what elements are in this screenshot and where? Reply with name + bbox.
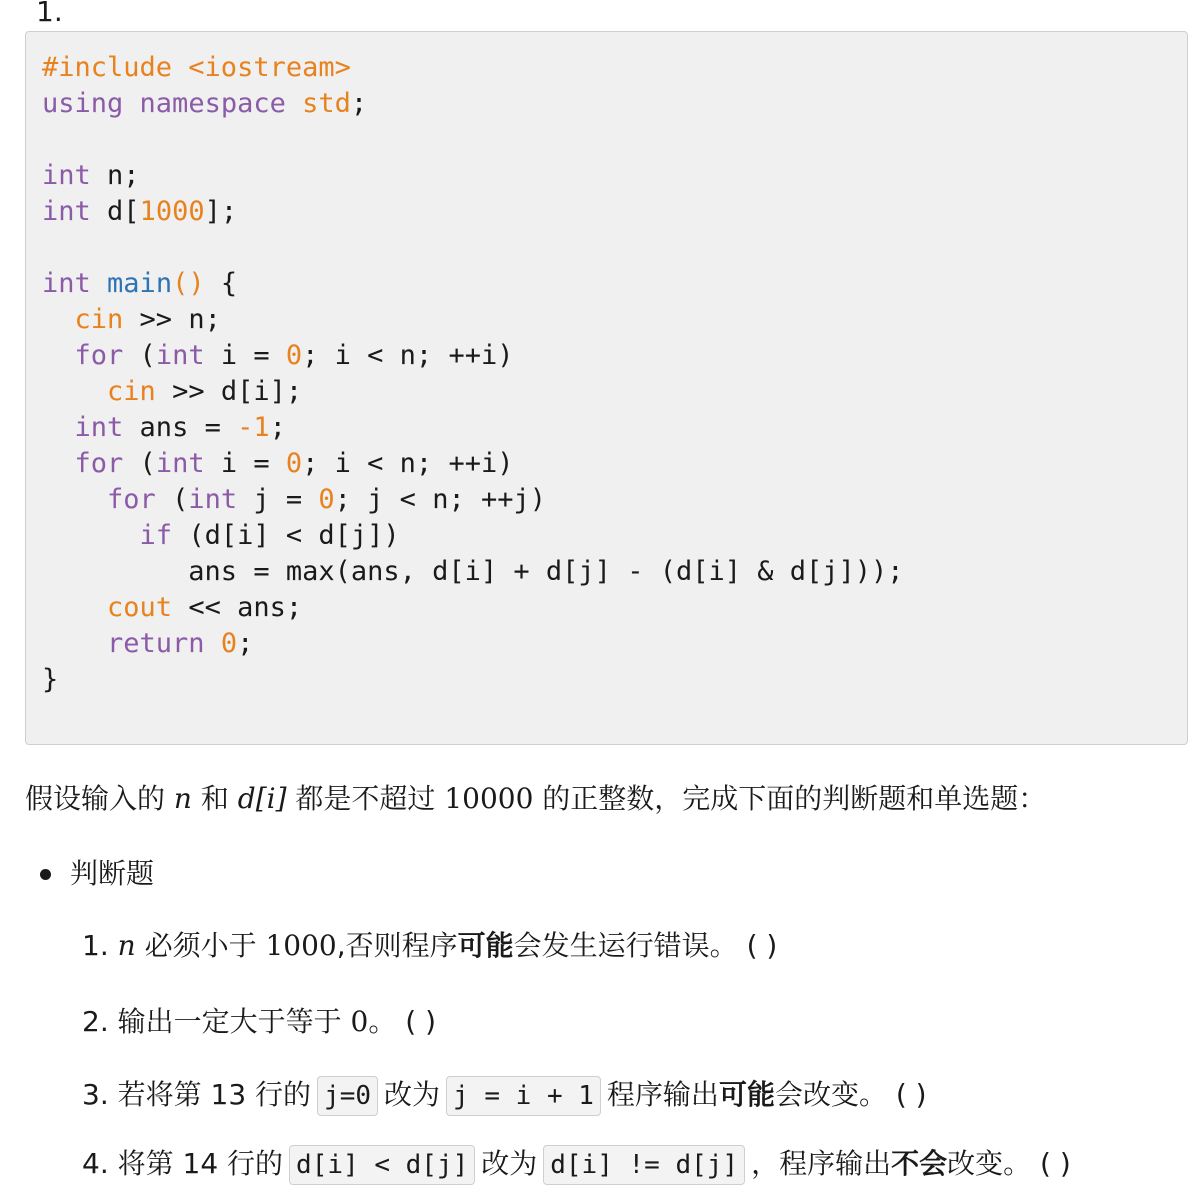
code-token-plain: (d[i] < d[j]) xyxy=(172,520,400,551)
intro-paragraph xyxy=(25,779,1046,819)
intro-number: 10000 xyxy=(444,782,534,815)
code-token-plain: << ans; xyxy=(172,592,303,623)
question-item-2 xyxy=(82,1000,436,1044)
code-token-id: std xyxy=(302,88,351,119)
code-block xyxy=(25,31,1188,745)
code-token-plain: d[ xyxy=(90,196,140,227)
item-2-text-b: 。 ( ) xyxy=(368,1005,437,1038)
bullet-dot xyxy=(40,869,51,880)
code-line xyxy=(42,158,904,194)
code-line xyxy=(42,590,904,626)
item-4-code-replacement: d[i] != d[j] xyxy=(543,1145,745,1185)
code-token-plain xyxy=(42,376,107,407)
code-token-kw: return xyxy=(107,628,205,659)
code-line xyxy=(42,50,904,86)
code-token-id: cin xyxy=(107,376,156,407)
item-4-code-original: d[i] < d[j] xyxy=(289,1145,475,1185)
code-token-kw: for xyxy=(74,448,124,479)
code-line xyxy=(42,662,904,698)
code-token-kw: int xyxy=(155,340,205,371)
code-token-plain: >> d[i]; xyxy=(155,376,303,407)
code-line xyxy=(42,194,904,230)
code-token-kw: int xyxy=(42,160,91,191)
code-token-plain xyxy=(42,412,75,443)
code-token-plain: i = xyxy=(204,448,286,479)
code-token-kw: for xyxy=(74,340,124,371)
item-3-prefix: 3. 若将第 13 行的 xyxy=(82,1078,312,1111)
code-token-kw: using xyxy=(42,88,124,119)
question-number: 1. xyxy=(36,0,63,28)
code-line xyxy=(42,230,904,266)
code-line xyxy=(42,482,904,518)
code-token-plain xyxy=(42,448,75,479)
code-token-plain: ; xyxy=(269,412,286,443)
code-token-plain xyxy=(123,88,139,119)
code-line xyxy=(42,374,904,410)
item-4-text-c: 改变。 ( ) xyxy=(947,1147,1071,1180)
code-line xyxy=(42,554,904,590)
code-token-plain: { xyxy=(204,268,238,299)
code-line xyxy=(42,302,904,338)
code-token-num: 0 xyxy=(318,484,335,515)
item-4-mid: 改为 xyxy=(481,1147,538,1180)
intro-text-3: 都是不超过 xyxy=(286,782,445,815)
code-token-id: cout xyxy=(107,592,173,623)
code-line xyxy=(42,338,904,374)
code-token-kw: if xyxy=(139,520,173,551)
code-token-plain: n; xyxy=(90,160,140,191)
code-token-plain: ( xyxy=(123,448,156,479)
code-lines xyxy=(42,50,904,698)
code-token-kw: int xyxy=(74,412,124,443)
code-line xyxy=(42,626,904,662)
code-line xyxy=(42,446,904,482)
code-token-kw: int xyxy=(42,268,91,299)
item-1-text-a: 必须小于 xyxy=(135,929,266,962)
code-line xyxy=(42,86,904,122)
item-4-text-b: ，程序输出 xyxy=(751,1147,892,1180)
code-token-pp: #include <iostream> xyxy=(42,52,351,83)
item-1-number: 1000 xyxy=(265,929,337,962)
code-token-num: 0 xyxy=(285,448,303,479)
code-token-plain xyxy=(286,88,302,119)
code-token-punc: () xyxy=(172,268,205,299)
code-token-plain xyxy=(42,304,75,335)
question-item-3 xyxy=(82,1073,927,1117)
code-token-plain: ; i < n; ++i) xyxy=(302,448,514,479)
code-token-plain: } xyxy=(42,664,59,695)
code-token-plain: >> n; xyxy=(123,304,221,335)
code-token-plain xyxy=(42,340,75,371)
code-token-kw: int xyxy=(155,448,205,479)
code-token-num: 1000 xyxy=(139,196,205,227)
code-token-plain: ]; xyxy=(204,196,238,227)
item-4-bold: 不会 xyxy=(891,1147,948,1180)
question-item-1 xyxy=(82,924,777,968)
code-line xyxy=(42,518,904,554)
code-token-num: -1 xyxy=(237,412,270,443)
code-token-plain xyxy=(42,628,107,659)
code-token-kw: for xyxy=(107,484,156,515)
code-token-plain xyxy=(42,592,107,623)
item-3-code-original: j=0 xyxy=(317,1076,378,1116)
code-token-plain: ( xyxy=(123,340,156,371)
code-token-plain: ans = xyxy=(123,412,238,443)
item-3-bold: 可能 xyxy=(718,1078,775,1111)
item-1-text-c: 会发生运行错误。 ( ) xyxy=(513,929,778,962)
code-token-num: 0 xyxy=(285,340,303,371)
code-token-plain: ; j < n; ++j) xyxy=(334,484,546,515)
code-token-plain xyxy=(42,520,140,551)
code-token-plain: j = xyxy=(237,484,319,515)
code-token-plain: ( xyxy=(155,484,189,515)
intro-text-2: 和 xyxy=(191,782,238,815)
item-1-prefix: 1. xyxy=(82,929,118,962)
item-4-prefix: 4. 将第 14 行的 xyxy=(82,1147,284,1180)
item-3-mid: 改为 xyxy=(384,1078,441,1111)
question-item-4 xyxy=(82,1142,1071,1186)
item-2-prefix: 2. 输出一定大于等于 xyxy=(82,1005,351,1038)
intro-math-di: d[i] xyxy=(237,782,287,815)
intro-math-n: n xyxy=(173,782,192,815)
item-2-number: 0 xyxy=(350,1005,369,1038)
item-1-bold: 可能 xyxy=(457,929,514,962)
intro-text-1: 假设输入的 xyxy=(25,782,174,815)
code-token-id: cin xyxy=(74,304,124,335)
code-line xyxy=(42,410,904,446)
code-token-plain: ; xyxy=(237,628,254,659)
code-token-plain: ans = max(ans, d[i] + d[j] - (d[i] & d[j])); xyxy=(42,556,904,587)
code-token-plain xyxy=(205,628,221,659)
code-token-num: 0 xyxy=(220,628,238,659)
code-token-kw: namespace xyxy=(139,88,286,119)
code-token-plain xyxy=(91,268,107,299)
code-token-kw: int xyxy=(42,196,91,227)
item-3-code-replacement: j = i + 1 xyxy=(446,1076,601,1116)
code-token-fn: main xyxy=(107,268,173,299)
code-token-plain xyxy=(42,484,107,515)
code-line xyxy=(42,266,904,302)
item-3-text-b: 程序输出 xyxy=(606,1078,719,1111)
code-line xyxy=(42,122,904,158)
code-token-plain: ; i < n; ++i) xyxy=(302,340,514,371)
code-token-kw: int xyxy=(188,484,238,515)
intro-text-4: 的正整数，完成下面的判断题和单选题： xyxy=(533,782,1047,815)
item-1-math: n xyxy=(117,929,136,962)
section-label: 判断题 xyxy=(70,857,155,890)
code-token-plain: i = xyxy=(204,340,286,371)
code-token-plain: ; xyxy=(350,88,368,119)
item-3-text-c: 会改变。 ( ) xyxy=(774,1078,927,1111)
item-1-text-b: ,否则程序 xyxy=(336,929,458,962)
